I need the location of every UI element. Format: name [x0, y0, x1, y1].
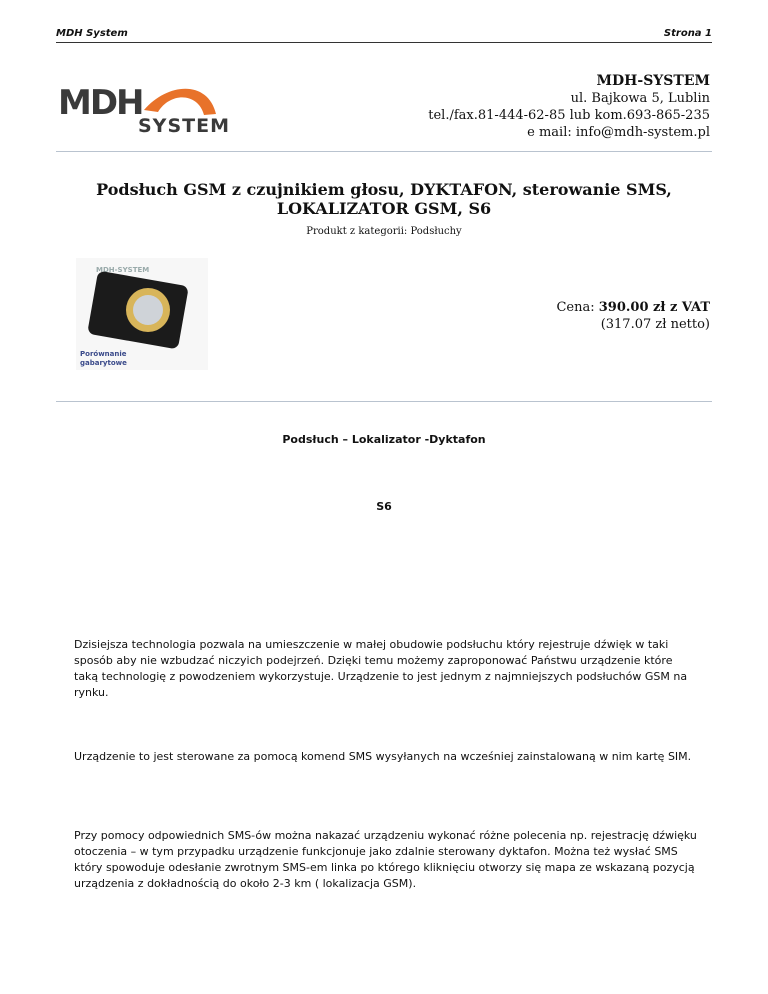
product-title [56, 180, 712, 218]
description-paragraph-1: Dzisiejsza technologia pozwala na umieszczenie w małej obudowie podsłuchu który rejestruje dźwięk w taki sposób aby nie wzbudzać niczyich podejrzeń. Dzięki temu możemy zaproponować Państwu urządzenie które taką technologię z powodzeniem wykorzystuje. Urządzenie to jest jednym z najmniejszych podsłuchów GSM na rynku. [74, 638, 688, 699]
description-paragraph-2: Urządzenie to jest sterowane za pomocą komend SMS wysyłanych na wcześniej zainstalowaną w nim kartę SIM. [74, 750, 692, 763]
header-page-number: Strona 1 [663, 28, 712, 39]
product-title-line-1: Podsłuch GSM z czujnikiem głosu, DYKTAFON, sterowanie SMS, [96, 180, 672, 199]
model-name: S6 [376, 500, 392, 513]
header-left: MDH System [56, 28, 128, 39]
image-caption-line-2: gabarytowe [80, 359, 127, 367]
company-email: e mail: info@mdh-system.pl [527, 125, 710, 140]
company-address: ul. Bajkowa 5, Lublin [570, 91, 710, 106]
running-header [56, 28, 712, 39]
mdh-logo [58, 82, 268, 134]
price-net: (317.07 zł netto) [600, 317, 710, 332]
description-heading: Podsłuch – Lokalizator -Dyktafon [282, 433, 486, 446]
company-phone: tel./fax.81-444-62-85 lub kom.693-865-235 [428, 108, 710, 123]
description-paragraph-3: Przy pomocy odpowiednich SMS-ów można nakazać urządzeniu wykonać różne polecenia np. rejestrację dźwięku otoczenia – w tym przypadku urządzenie funkcjonuje jako zdalnie sterowany dyktafon. Można też wysłać SMS który spowoduje odesłanie zwrotnym SMS-em linka po którego kliknięciu otworzy się mapa ze wskazaną pozycją urządzenia z dokładnością do około 2-3 km ( lokalizacja GSM). [74, 829, 697, 890]
image-watermark: MDH-SYSTEM [96, 266, 150, 274]
price-value: 390.00 zł z VAT [598, 300, 710, 315]
logo-text-bottom: SYSTEM [138, 115, 230, 134]
company-name: MDH-SYSTEM [596, 73, 710, 89]
header-rule [56, 42, 712, 43]
price-label: Cena: [556, 300, 595, 315]
price-block [556, 299, 710, 333]
company-info [428, 73, 710, 141]
divider-middle [56, 401, 712, 402]
logo-text-top: MDH [58, 83, 143, 123]
product-title-line-2: LOKALIZATOR GSM, S6 [276, 199, 492, 218]
divider-top [56, 151, 712, 152]
product-image [76, 258, 208, 370]
coin-inner [133, 295, 163, 325]
logo-arc [144, 89, 216, 115]
image-caption-line-1: Porównanie [80, 350, 127, 358]
product-category: Produkt z kategorii: Podsłuchy [306, 226, 462, 237]
